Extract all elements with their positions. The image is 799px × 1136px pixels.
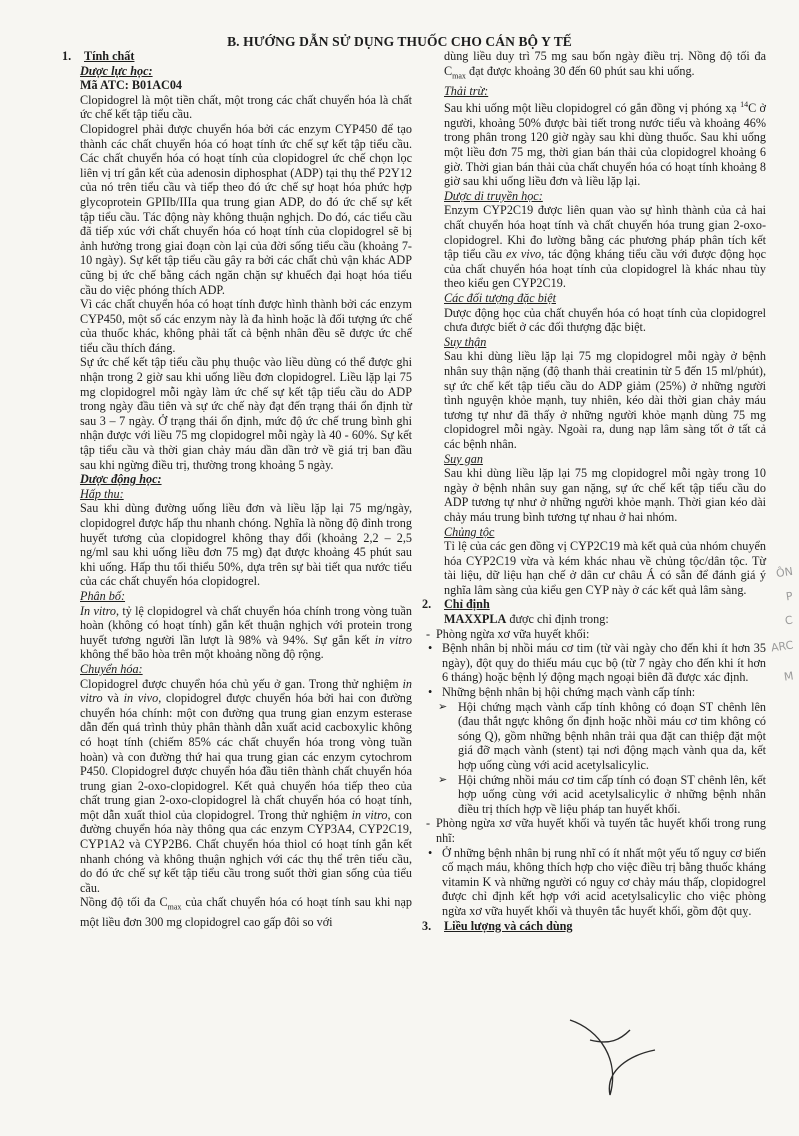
pharmacodynamics-heading: Dược lực học: [80, 63, 153, 78]
margin-stamp-text: ÔN [775, 564, 794, 581]
list-item: - Phòng ngừa xơ vữa huyết khối: [426, 627, 766, 642]
indication-intro: MAXXPLA được chỉ định trong: [444, 612, 609, 627]
pen-scribble-icon [560, 1000, 670, 1110]
list-item: • Ở những bệnh nhân bị rung nhĩ có ít nhất một yếu tố nguy cơ biến cố mạch máu, không thích hợp cho việc điều trị bằng thuốc kháng vitamin K và những người có nguy cơ chảy máu thấp, clopidogrel được chỉ định kết hợp với acid acetylsalicylic cho việc phòng ngừa xơ vữa huyết khối và thuyên tắc huyết khối, gồm đột quỵ. [426, 846, 766, 919]
renal-heading: Suy thận [444, 334, 487, 349]
section-3-heading [422, 919, 766, 934]
paragraph: Clopidogrel được chuyển hóa chủ yếu ở gan. Trong thử nghiệm in vitro và in vivo, clopidogrel được chuyển hóa bởi hai con đường chuyển hóa chính: một con đường qua trung gian enzym esterase dẫn đến quá trình thủy phân thành dẫn xuất acid cacboxylic không có hoạt tính (chiếm 85% các chất chuyển hóa trong vòng tuần hoàn) và con đường thứ hai qua trung gian các enzym cytochrom P450. Clopidogrel được chuyển hóa đầu tiên thành chất chuyển hóa trung gian 2-oxo-clopidogrel. Kết quả chuyển hóa tiếp theo của chất trung gian 2-oxo-clopidogrel là chất chuyển hóa có hoạt tính, một dẫn xuất thiol của clopidogrel. Trong thử nghiệm in vitro, con đường chuyển hóa này thông qua các enzym CYP3A4, CYP2C19, CYP1A2 và CYP2B6. Chất chuyển hóa thiol có hoạt tính gắn kết nhanh chóng và không thuận nghịch với các thụ thể trên tiểu cầu, do đó ức chế sự kết tập tiểu cầu trong suốt thời gian sống của tiểu cầu. [80, 676, 412, 895]
paragraph: Tỉ lệ của các gen đồng vị CYP2C19 mà kết quả của nhóm chuyển hóa CYP2C19 vừa và kém khác nhau về chủng tộc/dân tộc. Từ tài liệu, dữ liệu hạn chế ở dân cư châu Á có sẵn để đánh giá ý nghĩa lâm sàng của kiểu gen CYP này ở các kết quả lâm sàng. [444, 539, 766, 597]
paragraph: Clopidogrel là một tiền chất, một trong các chất chuyển hóa là chất ức chế kết tập tiểu cầu. [80, 92, 412, 122]
paragraph: Clopidogrel phải được chuyển hóa bởi các enzym CYP450 để tạo thành các chất chuyển hóa có hoạt tính ức chế sự kết tập tiểu cầu. Các chất chuyển hóa có hoạt tính của clopidogrel ức chế chọn lọc liên vị trí gắn kết của adenosin diphosphat (ADP) tại thụ thể P2Y12 của nó trên tiểu cầu và tiếp theo đó ức chế sự hoạt hóa phức hợp glycoprotein GPIIb/IIIa qua trung gian ADP, do đó ức chế sự kết tập tiểu cầu. Tác động này không thuận nghịch. Do đó, các tiểu cầu đã tiếp xúc với chất chuyển hóa có hoạt tính của clopidogrel sẽ bị ảnh hưởng trong giai đoạn còn lại của đời sống tiểu cầu (khoảng 7-10 ngày). Sự kết tập tiểu cầu gây ra bởi các chất chủ vận khác ADP cũng bị ức chế bằng cách ngăn chặn sự khuếch đại hoạt hóa tiểu cầu do việc phóng thích ADP. [80, 121, 412, 297]
special-populations-heading: Các đối tượng đặc biệt [444, 291, 556, 305]
section-title: Tính chất [84, 49, 135, 63]
elimination-heading: Thải trừ: [444, 83, 489, 98]
section-number: 1. [62, 49, 72, 63]
paragraph: Nồng độ tối đa $C_{max}$ của chất chuyển hóa có hoạt tính sau khi nạp một liều đơn 300 mg clopidogrel cao gấp đôi so với [80, 895, 412, 930]
section-title: Chỉ định [444, 597, 490, 612]
paragraph: Dược động học của chất chuyển hóa có hoạt tính của clopidogrel chưa được biết ở các đối thượng đặc biệt. [444, 305, 766, 335]
margin-stamp-text: C [784, 613, 794, 628]
pharmacokinetics-heading: Dược động học: [80, 472, 162, 487]
list-item: - Phòng ngừa xơ vữa huyết khối và tuyến tắc huyết khối trong rung nhĩ: [426, 816, 766, 845]
hepatic-heading: Suy gan [444, 451, 483, 466]
absorption-heading: Hấp thu: [80, 486, 124, 501]
metabolism-heading: Chuyển hóa: [80, 661, 143, 676]
paragraph: Sự ức chế kết tập tiểu cầu phụ thuộc vào liều dùng có thể được ghi nhận trong 2 giờ sau khi uống liều đơn clopidogrel. Liều lặp lại 75 mg clopidogrel mỗi ngày làm ức chế sự kết tập tiểu cầu do ADP trong ngày đầu tiên và sự ức chế này đạt đến trạng thái ổn định từ sau 3 – 7 ngày. Ở trạng thái ổn định, mức độ ức chế trung bình ghi nhận được với liều 75 mg clopidogrel mỗi ngày là 40 - 60%. Sự kết tập tiểu cầu và thời gian chảy máu dần dần trở về giá trị ban đầu sau khi ngừng điều trị, thường trong khoảng 5 ngày. [80, 355, 412, 472]
section-2-heading [422, 597, 766, 612]
page-title: B. HƯỚNG DẪN SỬ DỤNG THUỐC CHO CÁN BỘ Y TẾ [227, 34, 572, 49]
list-item: ➢ Hội chứng nhồi máu cơ tim cấp tính có đoạn ST chênh lên, kết hợp uống cùng với acid acetylsalicylic ở những bệnh nhân điều trị thích hợp về liệu pháp tan huyết khối. [426, 773, 766, 817]
paragraph: Sau khi dùng đường uống liều đơn và liều lặp lại 75 mg/ngày, clopidogrel được hấp thu nhanh chóng. Nghĩa là nồng độ đỉnh trong huyết tương của clopidogrel không thay đổi (khoảng 2,2 – 2,5 ng/ml sau khi uống liều đơn 75 mg) đạt được khoảng 45 phút sau khi uống. Hấp thu tối thiểu 50%, dựa trên sự bài tiết qua nước tiểu của các chất chuyển hóa clopidogrel. [80, 501, 412, 589]
section-title: Liều lượng và cách dùng [444, 918, 573, 933]
margin-stamp-text: M [782, 669, 794, 684]
section-1-heading [62, 49, 412, 64]
paragraph: Vì các chất chuyển hóa có hoạt tính được hình thành bởi các enzym CYP450, một số các enzym này là đa hình hoặc là đối tượng ức chế của thuốc khác, không phải tất cả bệnh nhân đều sẽ được ức chế tiểu cầu thích đáng. [80, 297, 412, 355]
list-item: • Bệnh nhân bị nhồi máu cơ tim (từ vài ngày cho đến khi ít hơn 35 ngày), đột quỵ do thiếu máu cục bộ (từ 7 ngày cho đến khi ít hơn 6 tháng) hoặc bệnh lý động mạch ngoại biên đã được xác định. [426, 641, 766, 685]
paragraph: Enzym CYP2C19 được liên quan vào sự hình thành của cả hai chất chuyển hóa hoạt tính và chất chuyển hóa trung gian 2-oxo-clopidogrel. Khi đo lường bằng các phương pháp phân tích kết tập tiểu cầu ex vivo, tác động kháng tiểu cầu với được động học của chất chuyển hóa hoạt tính của clopidogrel là khác nhau tùy theo kiểu gen CYP2C19. [444, 203, 767, 291]
paragraph: In vitro, tỷ lệ clopidogrel và chất chuyển hóa chính trong vòng tuần hoàn (không có hoạt tính) gắn kết thuận nghịch với protein trong huyết tương người lần lượt là 98% và 94%. Sự gắn kết in vitro không thể bão hòa trên một khoảng nồng độ rộng. [80, 603, 412, 662]
list-item: • Những bệnh nhân bị hội chứng mạch vành cấp tính: [426, 685, 766, 700]
paragraph: Sau khi dùng liều lặp lại 75 mg clopidogrel mỗi ngày trong 10 ngày ở bệnh nhân suy gan nặng, sự ức chế kết tập tiểu cầu do ADP tương tự như ở những người khỏe mạnh. Thời gian kéo dài chảy máu trung bình tương tự nhau ở hai nhóm. [444, 466, 766, 524]
margin-stamp-text: P [785, 589, 794, 604]
right-column [422, 49, 767, 933]
section-number: 3. [422, 918, 432, 933]
left-column [62, 49, 412, 930]
margin-stamp-text: ARC [769, 638, 794, 655]
ethnicity-heading: Chủng tộc [444, 524, 495, 539]
paragraph: Sau khi uống một liều clopidogrel có gắn đồng vị phóng xạ $^{14}$C ở người, khoảng 50% được bài tiết trong nước tiểu và khoảng 46% trong phân trong 120 giờ ngày sau khi dùng thuốc. Sau khi uống một liều đơn 75 mg, thời gian bán thải của clopidogrel khoảng 6 giờ. Thời gian bán thải của chất chuyển hóa có hoạt tính khoảng 8 giờ sau khi uống liều đơn và liều lặp lại. [444, 100, 767, 189]
section-number: 2. [422, 597, 432, 612]
distribution-heading: Phân bố: [80, 588, 126, 603]
paragraph: Sau khi dùng liều lặp lại 75 mg clopidogrel mỗi ngày ở bệnh nhân suy thận nặng (độ thanh thải creatinin từ 5 đến 15 ml/phút), sự ức chế kết tập tiểu cầu do ADP giảm (25%) ở những người tình nguyện khỏe mạnh, tuy nhiên, kéo dài thời gian chảy máu tương tự như đã thấy ở những người khỏe mạnh dùng 75 mg clopidogrel mỗi ngày. Ngoài ra, dung nạp lâm sàng tốt ở tất cả các bệnh nhân. [444, 349, 766, 451]
paragraph: dùng liều duy trì 75 mg sau bốn ngày điều trị. Nồng độ tối đa $C_{max}$ đạt được khoảng 30 đến 60 phút sau khi uống. [444, 49, 766, 81]
atc-code: Mã ATC: B01AC04 [80, 78, 183, 93]
pharmacogenetics-heading: Dược di truyền học: [444, 188, 543, 203]
list-item: ➢ Hội chứng mạch vành cấp tính không có đoạn ST chênh lên (đau thắt ngực không ổn định hoặc nhồi máu cơ tim không có sóng Q), gồm những bệnh nhân trải qua đặt can thiệp đặt một giá đỡ mạch vành (stent) tại nơi động mạch vành qua da, kết hợp uống cùng với acid acetylsalicylic. [426, 700, 766, 773]
